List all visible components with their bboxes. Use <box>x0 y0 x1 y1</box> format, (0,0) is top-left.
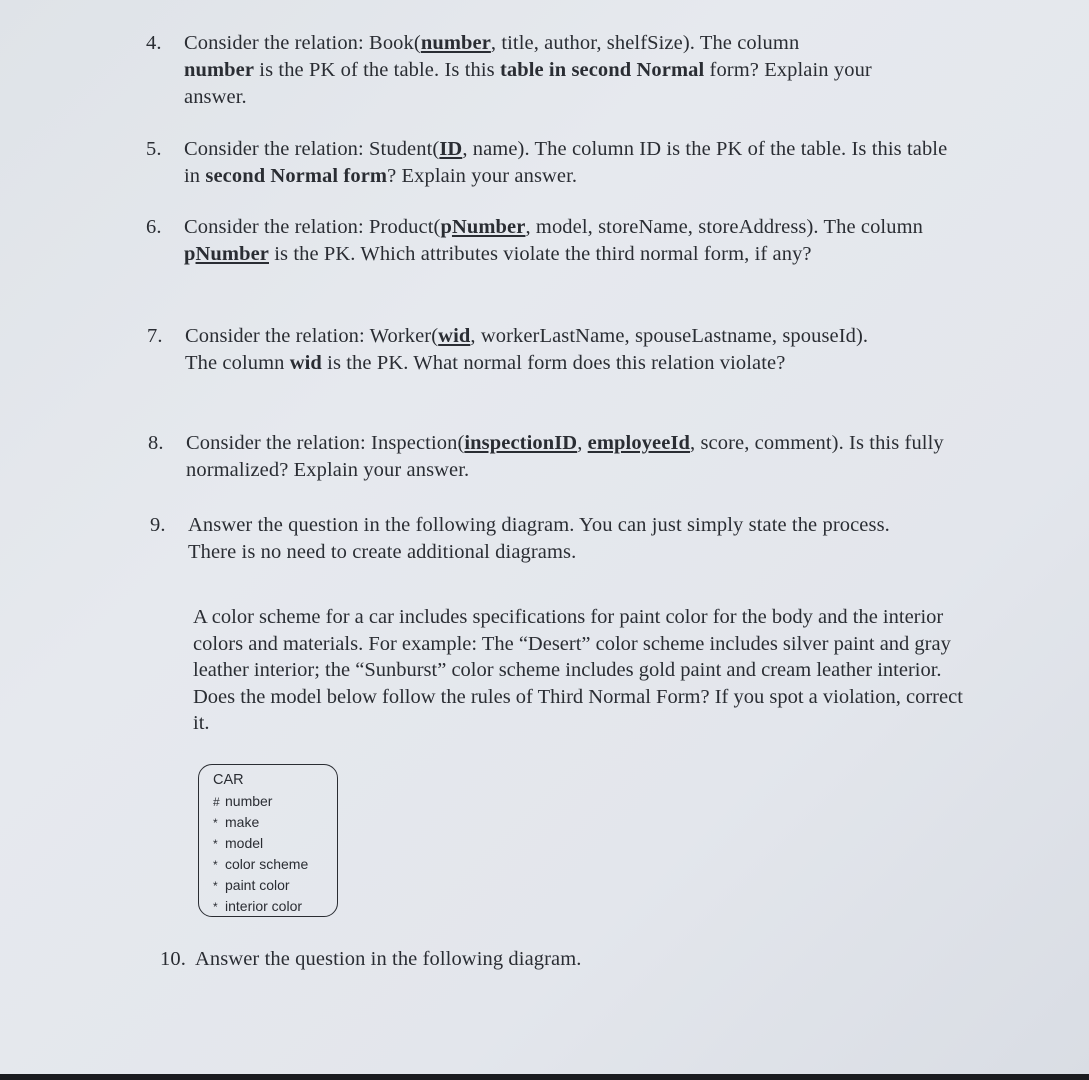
primary-key: ID <box>439 138 463 160</box>
question-text: Consider the relation: Inspection(inspectionID, employeeId, score, comment). Is this fully normalized? Explain your answer. <box>186 432 944 481</box>
mandatory-marker: * <box>213 858 218 872</box>
question-8 <box>148 430 958 484</box>
question-6 <box>146 214 946 268</box>
question-number: 7. <box>147 325 163 347</box>
question-number: 10. <box>160 948 186 970</box>
entity-attribute: * interior color <box>213 896 337 917</box>
entity-attribute: * color scheme <box>213 854 337 875</box>
column-name: number <box>184 59 255 81</box>
primary-key: wid <box>438 325 471 347</box>
question-10 <box>160 946 760 973</box>
scenario-paragraph: A color scheme for a car includes specifications for paint color for the body and the interior colors and materials. For example: The “Desert” color scheme includes silver paint and gray leather interior; the “Sunburst” color scheme includes gold paint and cream leather interior. Does the model below follow the rules of Third Normal Form? If you spot a violation, correct it. <box>193 606 963 734</box>
entity-attribute: * model <box>213 833 337 854</box>
question-9 <box>150 512 910 566</box>
entity-attribute: * make <box>213 812 337 833</box>
mandatory-marker: * <box>213 900 218 914</box>
primary-key: Number <box>451 216 526 238</box>
question-7 <box>147 323 887 377</box>
emphasis: table in second Normal <box>499 59 705 81</box>
primary-key: number <box>420 32 491 54</box>
entity-attribute: # number <box>213 791 337 812</box>
question-text: Answer the question in the following diagram. <box>195 948 582 970</box>
question-text: Consider the relation: Worker(wid, workerLastName, spouseLastname, spouseId). The column wid is the PK. What normal form does this relation violate? <box>185 325 869 374</box>
emphasis: second Normal form <box>205 165 388 187</box>
mandatory-marker: * <box>213 879 218 893</box>
question-number: 5. <box>146 138 162 160</box>
primary-key: inspectionID <box>464 432 578 454</box>
question-number: 6. <box>146 216 162 238</box>
primary-key: employeeId <box>587 432 691 454</box>
question-text: Consider the relation: Book(number, title, author, shelfSize). The column number is the PK of the table. Is this table in second Normal form? Explain your answer. <box>184 32 872 108</box>
column-name: wid <box>289 352 322 374</box>
screen-bottom-edge <box>0 1074 1089 1080</box>
car-entity-box <box>198 764 338 917</box>
question-number: 9. <box>150 514 166 536</box>
question-5 <box>146 136 956 190</box>
question-number: 4. <box>146 32 162 54</box>
question-text: Consider the relation: Product(pNumber, model, storeName, storeAddress). The column pNumber is the PK. Which attributes violate the third normal form, if any? <box>184 216 923 265</box>
question-4 <box>146 30 906 111</box>
column-name: Number <box>195 243 269 265</box>
entity-title: CAR <box>213 772 244 788</box>
mandatory-marker: * <box>213 837 218 851</box>
mandatory-marker: * <box>213 816 218 830</box>
question-number: 8. <box>148 432 164 454</box>
question-text: Answer the question in the following diagram. You can just simply state the process. There is no need to create additional diagrams. <box>188 514 890 563</box>
entity-attribute: * paint color <box>213 875 337 896</box>
primary-key-marker: # <box>213 795 220 809</box>
question-text: Consider the relation: Student(ID, name). The column ID is the PK of the table. Is this table in second Normal form? Explain your answer. <box>184 138 948 187</box>
